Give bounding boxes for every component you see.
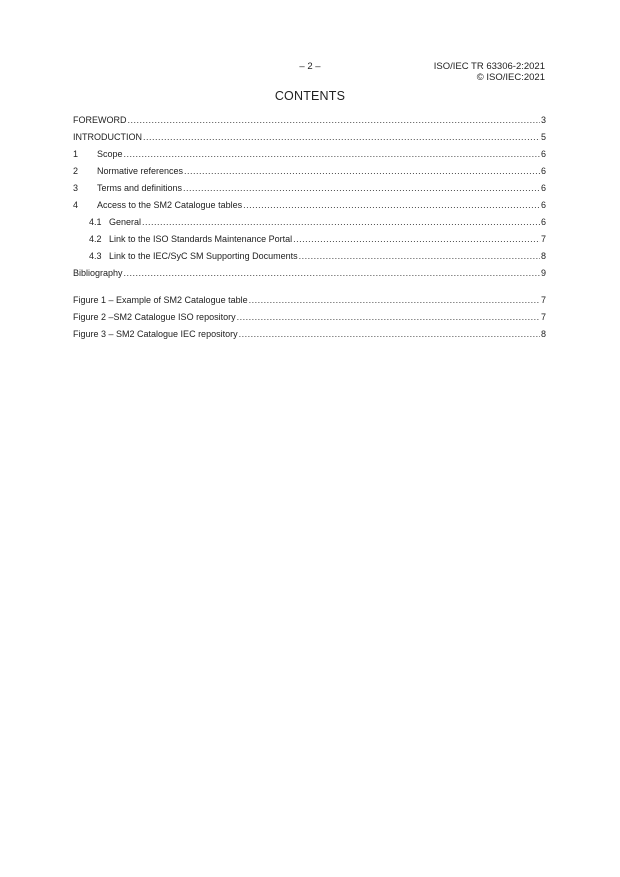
toc-entry-text: Link to the ISO Standards Maintenance Portal <box>109 234 293 244</box>
figure-entry-text: Figure 1 – Example of SM2 Catalogue table <box>73 295 248 305</box>
leader-dots <box>128 114 540 127</box>
toc-entry-number: 4.1 <box>89 217 102 227</box>
toc-entry-page: 6 <box>540 183 546 193</box>
leader-dots <box>243 199 540 212</box>
leader-dots <box>249 294 540 307</box>
figure-entry-text: Figure 2 –SM2 Catalogue ISO repository <box>73 312 236 322</box>
toc-entry-iso-portal-link[interactable] <box>73 233 546 250</box>
toc-entry-number: 3 <box>73 183 79 193</box>
leader-dots <box>124 267 540 280</box>
toc-entry-page: 8 <box>540 251 546 261</box>
toc-entry-page: 6 <box>540 200 546 210</box>
leader-dots <box>124 148 540 161</box>
leader-dots <box>237 311 540 324</box>
figure-entry-text: Figure 3 – SM2 Catalogue IEC repository <box>73 329 238 339</box>
toc-entry-text: Scope <box>97 149 123 159</box>
toc-entry-access-sm2-tables[interactable] <box>73 199 546 216</box>
toc-entry-iec-docs-link[interactable] <box>73 250 546 267</box>
toc-entry-text: Terms and definitions <box>97 183 183 193</box>
toc-entry-general[interactable] <box>73 216 546 233</box>
figure-entry-page: 7 <box>540 312 546 322</box>
figure-entry-page: 8 <box>540 329 546 339</box>
leader-dots <box>143 131 540 144</box>
toc-entry-text: Normative references <box>97 166 184 176</box>
figure-entry-1[interactable] <box>73 294 546 311</box>
toc-entry-page: 7 <box>540 234 546 244</box>
toc-entry-page: 9 <box>540 268 546 278</box>
toc-entry-text: FOREWORD <box>73 115 127 125</box>
figure-entry-page: 7 <box>540 295 546 305</box>
toc-entry-page: 6 <box>540 149 546 159</box>
list-of-figures <box>73 294 546 345</box>
copyright-notice: © ISO/IEC:2021 <box>476 72 545 83</box>
toc-entry-number: 1 <box>73 149 79 159</box>
leader-dots <box>239 328 540 341</box>
toc-entry-text: General <box>109 217 142 227</box>
toc-entry-number: 4.3 <box>89 251 102 261</box>
toc-entry-text: Access to the SM2 Catalogue tables <box>97 200 243 210</box>
toc-entry-text: Link to the IEC/SyC SM Supporting Documents <box>109 251 298 261</box>
toc-entry-normative-references[interactable] <box>73 165 546 182</box>
toc-entry-terms-definitions[interactable] <box>73 182 546 199</box>
toc-entry-text: Bibliography <box>73 268 123 278</box>
toc-entry-page: 6 <box>540 217 546 227</box>
toc-entry-number: 2 <box>73 166 79 176</box>
figure-entry-3[interactable] <box>73 328 546 345</box>
toc-entry-page: 5 <box>540 132 546 142</box>
contents-title: CONTENTS <box>274 89 346 103</box>
toc-entry-foreword[interactable] <box>73 114 546 131</box>
leader-dots <box>183 182 540 195</box>
toc-entry-scope[interactable] <box>73 148 546 165</box>
leader-dots <box>184 165 540 178</box>
toc-entry-number: 4.2 <box>89 234 102 244</box>
toc-entry-page: 3 <box>540 115 546 125</box>
toc-entry-bibliography[interactable] <box>73 267 546 284</box>
leader-dots <box>293 233 540 246</box>
leader-dots <box>299 250 540 263</box>
table-of-contents <box>73 114 546 284</box>
leader-dots <box>142 216 540 229</box>
figure-entry-2[interactable] <box>73 311 546 328</box>
document-identifier <box>434 61 545 83</box>
toc-entry-page: 6 <box>540 166 546 176</box>
toc-entry-introduction[interactable] <box>73 131 546 148</box>
document-id: ISO/IEC TR 63306-2:2021 <box>433 61 545 72</box>
toc-entry-text: INTRODUCTION <box>73 132 142 142</box>
toc-entry-number: 4 <box>73 200 79 210</box>
page-number: – 2 – <box>299 61 321 72</box>
